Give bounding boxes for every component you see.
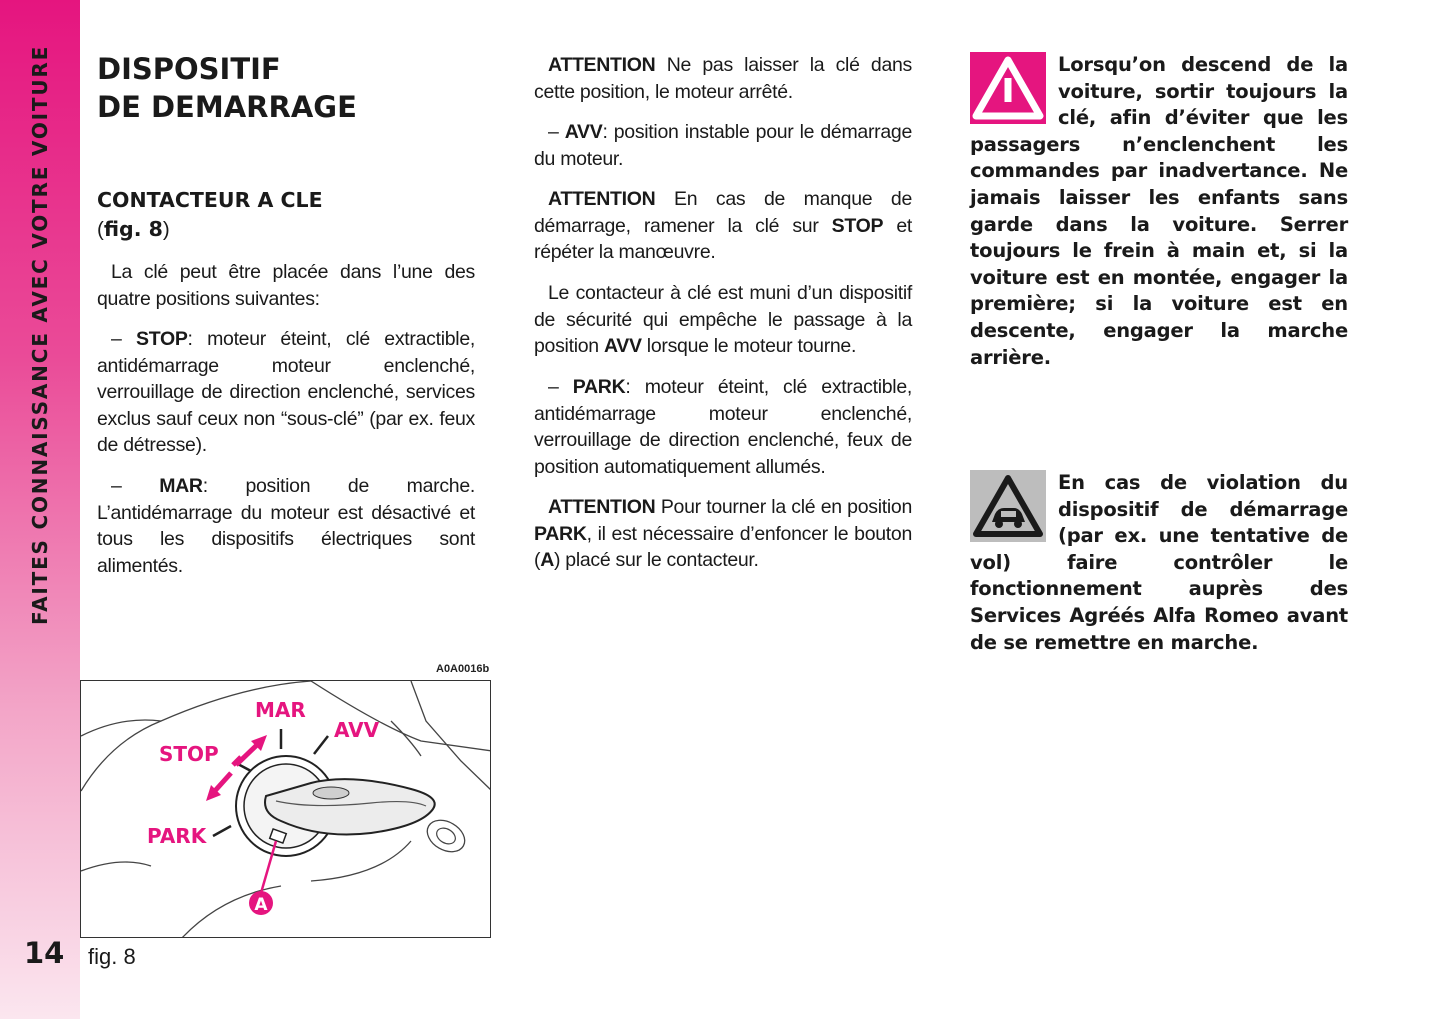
- attention-1-text: Ne pas laisser la clé dans cette position, le moteur arrêté.: [534, 54, 912, 103]
- attention-3-text-c: ) placé sur le contacteur.: [554, 549, 759, 572]
- attention-1-label: ATTENTION: [548, 54, 656, 76]
- figure-caption: fig. 8: [88, 944, 136, 969]
- section-title-line1: CONTACTEUR A CLE: [97, 188, 323, 212]
- ignition-illustration: [81, 681, 491, 938]
- section-paren-open: (: [97, 218, 104, 241]
- label-stop: STOP: [159, 742, 219, 766]
- park-dash: –: [548, 376, 573, 398]
- security-text-b: lorsque le moteur tourne.: [641, 335, 857, 358]
- page-number: 14: [24, 936, 65, 970]
- warning-2-block: [970, 470, 1348, 656]
- sidebar-section-title: FAITES CONNAISSANCE AVEC VOTRE VOITURE: [28, 44, 52, 626]
- attention-3-a: A: [540, 549, 554, 572]
- attention-3-text-b: , il est nécessaire d’enfoncer le bouton (: [534, 522, 912, 572]
- stop-dash: –: [111, 328, 136, 350]
- section-fig-ref: fig. 8: [103, 217, 163, 241]
- warning-2-text: En cas de violation du dispositif de démarrage (par ex. une tentative de vol) faire contrôler le fonctionnement auprès des Services Agréés Alfa Romeo avant de se remettre en marche.: [970, 471, 1348, 654]
- attention-2-text-a: En cas de manque de démarrage, ramener la clé sur: [534, 188, 912, 237]
- attention-2-text-b: et répéter la manœuvre.: [534, 214, 912, 264]
- page-title-line1: DISPOSITIF: [97, 52, 281, 86]
- stop-paragraph: [97, 326, 475, 459]
- ignition-figure: [80, 680, 491, 938]
- attention-3-paragraph: [534, 494, 912, 574]
- label-avv: AVV: [334, 718, 380, 742]
- sidebar-band: [0, 0, 80, 1019]
- figure-code: A0A0016b: [436, 663, 490, 675]
- park-text: : moteur éteint, clé extractible, antidémarrage moteur enclenché, verrouillage de direction enclenché, feux de position automatiquement allumés.: [534, 376, 912, 478]
- label-park: PARK: [147, 824, 207, 848]
- park-paragraph: [534, 374, 912, 480]
- mar-label: MAR: [159, 475, 203, 497]
- stop-text: : moteur éteint, clé extractible, antidémarrage moteur enclenché, verrouillage de direction enclenché, services exclus sauf ceux non “sous-clé” (par ex. feux de détresse).: [97, 328, 475, 457]
- attention-3-park: PARK: [534, 522, 587, 545]
- avv-text: : position instable pour le démarrage du moteur.: [534, 121, 912, 170]
- attention-2-paragraph: [534, 186, 912, 266]
- label-mar: MAR: [255, 698, 306, 722]
- intro-paragraph: La clé peut être placée dans l’une des quatre positions suivantes:: [97, 261, 475, 310]
- label-a: A: [254, 895, 268, 915]
- section-paren-close: ): [162, 218, 170, 241]
- car-warning-icon: [970, 470, 1046, 542]
- mar-dash: –: [111, 475, 160, 497]
- mar-paragraph: [97, 473, 475, 579]
- security-avv: AVV: [603, 335, 642, 358]
- page-title-line2: DE DEMARRAGE: [97, 90, 357, 124]
- avv-dash: –: [548, 121, 565, 143]
- park-label: PARK: [572, 376, 626, 398]
- warning-triangle-icon: [970, 52, 1046, 124]
- warning-1-block: [970, 52, 1348, 371]
- security-text-a: Le contacteur à clé est muni d’un dispositif de sécurité qui empêche le passage à la position: [534, 282, 912, 358]
- page-title: [97, 50, 357, 126]
- mar-text: : position de marche. L’antidémarrage du moteur est désactivé et tous les dispositifs électriques sont alimentés.: [97, 475, 475, 577]
- attention-3-label: ATTENTION: [548, 496, 656, 518]
- attention-1-paragraph: [534, 52, 912, 105]
- attention-2-label: ATTENTION: [548, 188, 656, 210]
- avv-label: AVV: [564, 121, 603, 143]
- attention-2-stop: STOP: [831, 214, 884, 237]
- avv-paragraph: [534, 119, 912, 172]
- security-paragraph: [534, 280, 912, 360]
- stop-label: STOP: [135, 328, 188, 350]
- section-title: [97, 186, 323, 244]
- warning-1-text: Lorsqu’on descend de la voiture, sortir toujours la clé, afin d’éviter que les passagers n’enclenchent les commandes par inadvertance. Ne jamais laisser les enfants sans garde dans la voiture. Serrer toujours le frein à main et, si la voiture est en montée, engager la première; si la voiture est en descente, engager la marche arrière.: [970, 53, 1348, 369]
- attention-3-text-a: Pour tourner la clé en position: [655, 496, 912, 518]
